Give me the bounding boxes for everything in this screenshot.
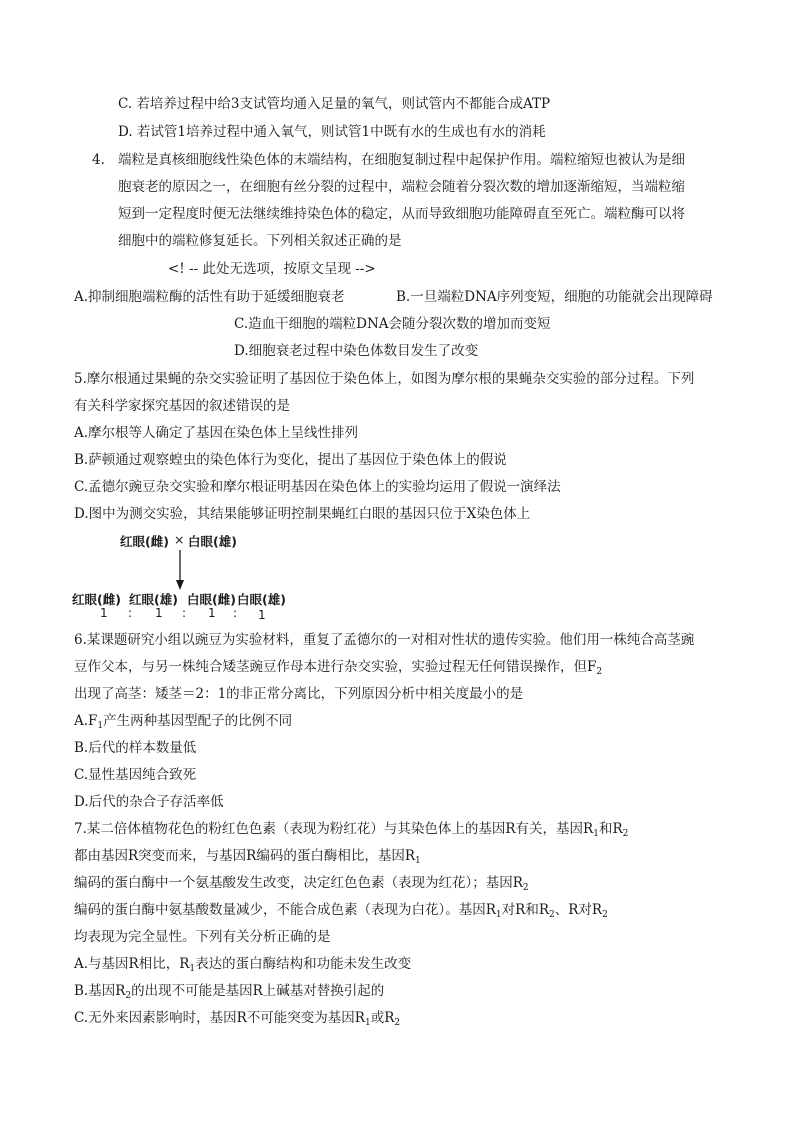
q4-stem-line-4: 细胞中的端粒修复延长。下列相关叙述正确的是 [118,233,402,249]
q7-stem-line-5: 均表现为完全显性。下列有关分析正确的是 [74,929,331,945]
q3-option-c: C. 若培养过程中给3支试管均通入足量的氧气，则试管内不都能合成ATP [118,96,551,112]
offspring-4: 白眼(雄) [237,592,286,607]
offspring-1: 红眼(雌) [72,592,121,607]
offspring-3: 白眼(雌) [187,592,236,607]
q7-stem-line-3: 编码的蛋白酶中一个氨基酸发生改变，决定红色色素（表现为红花）；基因$R_2$ [74,875,529,893]
q7-stem-line-4: 编码的蛋白酶中氨基酸数量减少，不能合成色素（表现为白花）。基因$R_1$对R和$R_2$、R对$R_2$ [74,902,608,920]
q5-option-a: A.摩尔根等人确定了基因在染色体上呈线性排列 [74,425,359,441]
fruit-fly-cross-diagram [70,528,300,623]
ratio-sep-1: : [128,606,133,620]
offspring-2: 红眼(雄) [129,592,178,607]
q7-option-b: B.基因$R_2$的出现不可能是基因R上碱基对替换引起的 [74,983,385,1001]
q5-option-c: C.孟德尔豌豆杂交实验和摩尔根证明基因在染色体上的实验均运用了假说一演绎法 [74,479,561,495]
q7-option-a: A.与基因R相比，$R_1$表达的蛋白酶结构和功能未发生改变 [74,956,412,974]
q4-option-c: C.造血干细胞的端粒DNA会随分裂次数的增加而变短 [234,316,551,332]
q4-number: 4. [92,152,105,168]
ratio-sep-3: : [233,606,238,620]
ratio-4: 1 [258,608,266,622]
ratio-3: 1 [208,606,216,620]
q7-option-c: C.无外来因素影响时，基因R不可能突变为基因$R_1$或$R_2$ [74,1010,401,1028]
q5-option-b: B.萨顿通过观察蝗虫的染色体行为变化，提出了基因位于染色体上的假说 [74,452,507,468]
parent-female: 红眼(雌) [120,534,169,549]
parent-male: 白眼(雄) [188,534,237,549]
q4-stem-line-2: 胞衰老的原因之一，在细胞有丝分裂的过程中，端粒会随着分裂次数的增加逐渐缩短，当端粒缩 [118,179,685,195]
ratio-2: 1 [155,606,163,620]
q5-option-d: D.图中为测交实验，其结果能够证明控制果蝇红白眼的基因只位于X染色体上 [74,506,531,522]
q6-option-d: D.后代的杂合子存活率低 [74,794,224,810]
q4-comment: <! -- 此处无选项，按原文呈现 --> [168,261,376,277]
q6-stem-line-1: 6.某课题研究小组以豌豆为实验材料，重复了孟德尔的一对相对性状的遗传实验。他们用一株纯合高茎豌 [74,632,695,648]
q4-option-d: D.细胞衰老过程中染色体数目发生了改变 [234,343,479,359]
q6-option-c: C.显性基因纯合致死 [74,767,197,783]
q6-stem-line-2: 豆作父本，与另一株纯合矮茎豌豆作母本进行杂交实验，实验过程无任何错误操作，但$F_2$ [74,659,603,677]
q6-option-a: $A.F_1$产生两种基因型配子的比例不同 [74,713,293,731]
ratio-sep-2: : [182,606,187,620]
q7-stem-line-2: 都由基因R突变而来，与基因R编码的蛋白酶相比，基因$R_1$ [74,848,421,866]
q4-option-b: B.一旦端粒DNA序列变短，细胞的功能就会出现障碍 [396,289,713,305]
q7-stem-line-1: 7.某二倍体植物花色的粉红色色素（表现为粉红花）与其染色体上的基因R有关，基因$R_1$和$R_2$ [74,821,629,839]
q5-stem-line-1: 5.摩尔根通过果蝇的杂交实验证明了基因位于染色体上，如图为摩尔根的果蝇杂交实验的部分过程。下列 [74,371,695,387]
q4-option-a: A.抑制细胞端粒酶的活性有助于延缓细胞衰老 [74,289,345,305]
q6-stem-line-3: 出现了高茎：矮茎＝2：1的非正常分离比，下列原因分析中相关度最小的是 [74,686,524,702]
q3-option-d: D. 若试管1培养过程中通入氧气，则试管1中既有水的生成也有水的消耗 [118,124,546,140]
cross-symbol: × [174,532,185,547]
ratio-1: 1 [100,606,108,620]
q5-stem-line-2: 有关科学家探究基因的叙述错误的是 [74,398,290,414]
q4-stem-line-3: 短到一定程度时便无法继续维持染色体的稳定，从而导致细胞功能障碍直至死亡。端粒酶可以将 [118,206,685,222]
q6-option-b: B.后代的样本数量低 [74,740,197,756]
q4-stem-line-1: 端粒是真核细胞线性染色体的末端结构，在细胞复制过程中起保护作用。端粒缩短也被认为是细 [118,152,685,168]
